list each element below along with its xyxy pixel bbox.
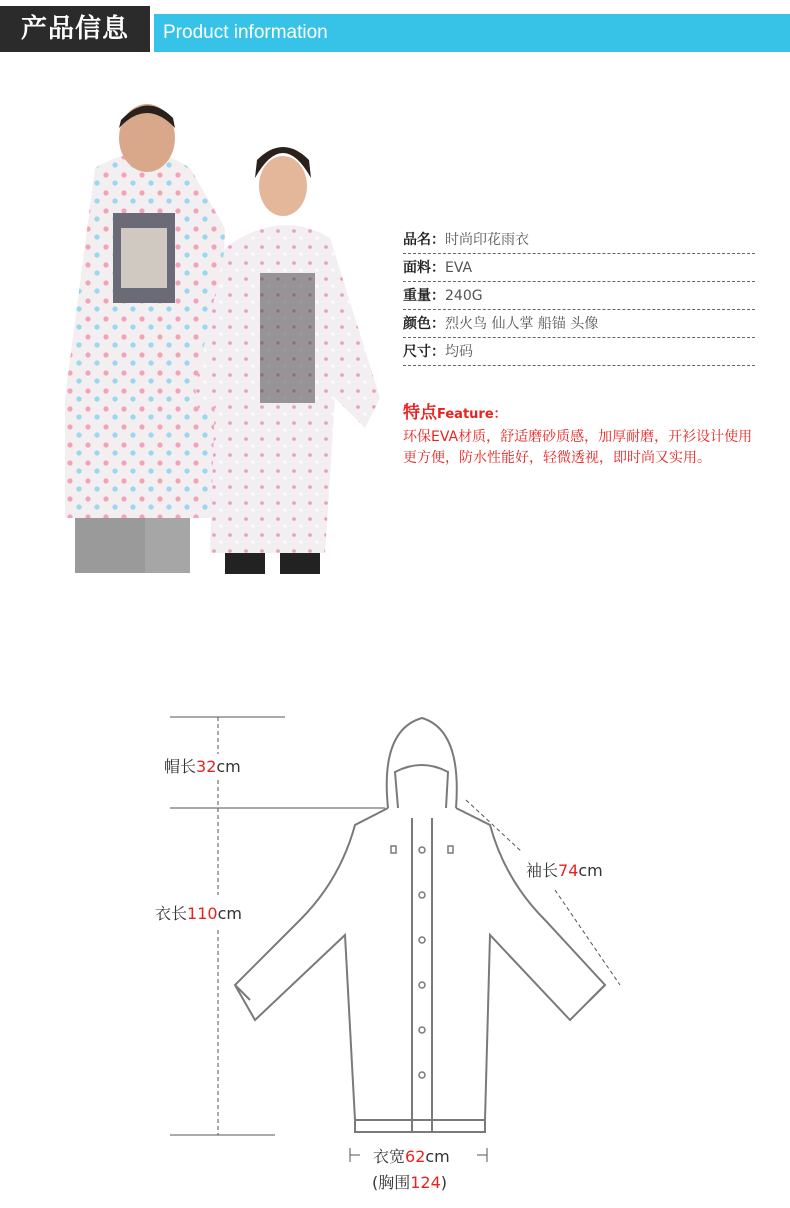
feature-title <box>403 398 759 423</box>
chest-value: 124 <box>410 1173 441 1192</box>
product-photo <box>65 98 385 574</box>
spec-row <box>403 310 755 338</box>
feature-title-en: Feature： <box>437 407 507 422</box>
spec-value: EVA <box>445 260 473 276</box>
feature-block <box>403 398 759 469</box>
spec-key: 面料： <box>403 260 445 276</box>
size-diagram <box>150 700 640 1200</box>
spec-row <box>403 254 755 282</box>
sleeve-length-label <box>526 858 603 881</box>
coat-length-label <box>155 901 242 924</box>
sleeve-length-unit: cm <box>578 861 603 880</box>
header-title-cn: 产品信息 <box>0 6 150 52</box>
hat-length-unit: cm <box>216 757 241 776</box>
sleeve-length-prefix: 袖长 <box>526 861 559 880</box>
coat-width-unit: cm <box>425 1147 450 1166</box>
hat-length-prefix: 帽长 <box>164 757 197 776</box>
spec-row <box>403 282 755 310</box>
coat-width-prefix: 衣宽 <box>373 1147 406 1166</box>
spec-list <box>403 226 755 366</box>
coat-length-unit: cm <box>217 904 242 923</box>
coat-width-label <box>373 1144 450 1167</box>
spec-key: 品名： <box>403 232 445 248</box>
spec-value: 烈火鸟 仙人掌 船锚 头像 <box>445 316 599 332</box>
sleeve-length-value: 74 <box>558 861 579 880</box>
feature-description: 环保EVA材质，舒适磨砂质感，加厚耐磨，开衫设计使用更方便，防水性能好，轻微透视，即时尚又实用。 <box>403 429 753 466</box>
coat-width-value: 62 <box>405 1147 426 1166</box>
header-title-en: Product information <box>154 14 790 52</box>
spec-value: 均码 <box>445 344 473 360</box>
spec-row <box>403 338 755 366</box>
chest-suffix: ) <box>440 1173 448 1192</box>
spec-value: 240G <box>445 288 483 304</box>
section-header <box>0 0 790 58</box>
coat-length-value: 110 <box>187 904 218 923</box>
chest-prefix: (胸围 <box>372 1173 411 1192</box>
feature-title-cn: 特点 <box>403 403 437 423</box>
spec-row <box>403 226 755 254</box>
spec-key: 颜色： <box>403 316 445 332</box>
chest-label <box>372 1170 447 1193</box>
spec-key: 尺寸： <box>403 344 445 360</box>
spec-value: 时尚印花雨衣 <box>445 232 529 248</box>
hat-length-value: 32 <box>196 757 217 776</box>
coat-length-prefix: 衣长 <box>155 904 188 923</box>
hat-length-label <box>164 754 241 777</box>
spec-key: 重量： <box>403 288 445 304</box>
